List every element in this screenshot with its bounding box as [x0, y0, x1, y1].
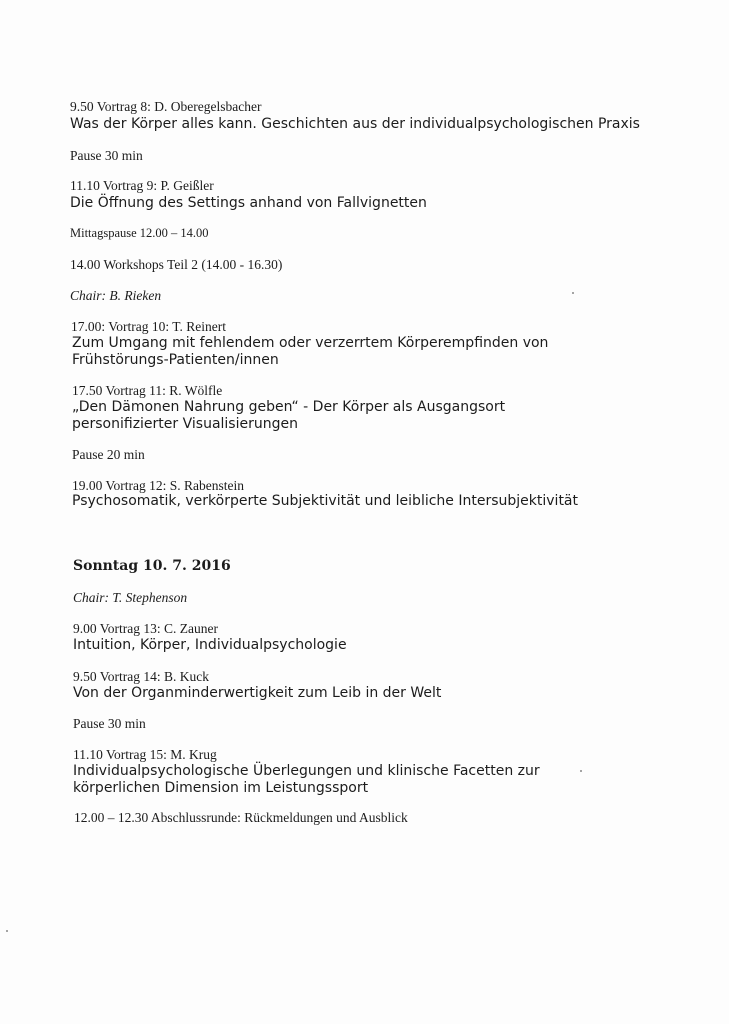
talk-14-title: Von der Organminderwertigkeit zum Leib in der Welt: [73, 685, 442, 701]
talk-15-title-line-2: körperlichen Dimension im Leistungssport: [73, 780, 369, 796]
talk-11-time-speaker: 17.50 Vortrag 11: R. Wölfle: [72, 383, 223, 398]
talk-10-time-speaker: 17.00: Vortrag 10: T. Reinert: [71, 319, 226, 334]
workshops-note: 14.00 Workshops Teil 2 (14.00 - 16.30): [70, 257, 283, 272]
day-heading-sunday: Sonntag 10. 7. 2016: [73, 558, 231, 574]
talk-8-time-speaker: 9.50 Vortrag 8: D. Oberegelsbacher: [70, 99, 262, 114]
lunch-break-note: Mittagspause 12.00 – 14.00: [70, 226, 209, 240]
talk-15-time-speaker: 11.10 Vortrag 15: M. Krug: [73, 747, 217, 762]
talk-10-title-line-1: Zum Umgang mit fehlendem oder verzerrtem Körperempfinden von: [72, 335, 549, 351]
talk-10-title-line-2: Frühstörungs-Patienten/innen: [72, 352, 279, 368]
talk-12-title: Psychosomatik, verkörperte Subjektivität und leibliche Intersubjektivität: [72, 493, 578, 509]
chair-sunday: Chair: T. Stephenson: [73, 590, 188, 605]
talk-14-time-speaker: 9.50 Vortrag 14: B. Kuck: [73, 669, 209, 684]
talk-12-time-speaker: 19.00 Vortrag 12: S. Rabenstein: [72, 478, 244, 493]
pause-note: Pause 20 min: [72, 447, 145, 462]
pause-note: Pause 30 min: [73, 716, 146, 731]
chair-saturday: Chair: B. Rieken: [70, 288, 162, 303]
talk-9-time-speaker: 11.10 Vortrag 9: P. Geißler: [70, 178, 214, 193]
scan-speck: [580, 770, 582, 772]
talk-13-time-speaker: 9.00 Vortrag 13: C. Zauner: [73, 621, 218, 636]
closing-round-note: 12.00 – 12.30 Abschlussrunde: Rückmeldungen und Ausblick: [74, 810, 408, 825]
talk-11-title-line-1: „Den Dämonen Nahrung geben“ - Der Körper als Ausgangsort: [72, 399, 506, 415]
pause-note: Pause 30 min: [70, 148, 143, 163]
talk-13-title: Intuition, Körper, Individualpsychologie: [73, 637, 347, 653]
talk-15-title-line-1: Individualpsychologische Überlegungen und klinische Facetten zur: [73, 763, 540, 779]
talk-9-title: Die Öffnung des Settings anhand von Fallvignetten: [70, 195, 427, 211]
talk-11-title-line-2: personifizierter Visualisierungen: [72, 416, 298, 432]
talk-8-title: Was der Körper alles kann. Geschichten aus der individualpsychologischen Praxis: [70, 116, 640, 132]
scan-speck: [572, 292, 574, 294]
scan-speck: [6, 930, 8, 932]
